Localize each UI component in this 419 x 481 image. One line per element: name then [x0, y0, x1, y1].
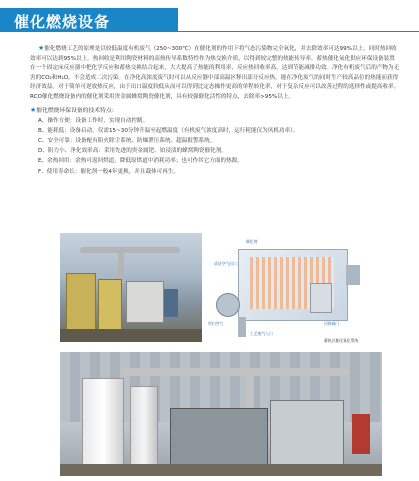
- photo-pipe: [120, 368, 350, 376]
- features-heading: [30, 105, 400, 116]
- diagram-label-catalyst: 催化剂: [246, 239, 258, 244]
- fan-icon: [216, 293, 240, 317]
- photo-floor: [60, 464, 382, 476]
- equipment-photo-factory: [60, 352, 382, 476]
- photo-red-cabinet: [352, 414, 370, 454]
- photo-tower: [130, 386, 158, 472]
- photo-combustion-unit: [170, 408, 268, 466]
- photo-filter-unit: [66, 273, 96, 333]
- diagram-label-clean-gas: 清洁空气出口: [214, 261, 237, 266]
- photo-control-cabinet: [164, 289, 178, 317]
- photo-adsorption-unit: [270, 400, 344, 466]
- intro-paragraph: [30, 44, 400, 103]
- content: [30, 44, 400, 177]
- feature-item: F、使用寿命长：催化剂一般4年更换，并且载体可再生。: [38, 168, 180, 175]
- feature-item: B、能耗低：设备启动，仅需15~30分钟升温至起燃温度（有机废气浓度高时，运行耗能仅为风机功率）。: [38, 127, 299, 134]
- header: [0, 0, 419, 36]
- title-underline: [178, 31, 419, 32]
- photo-sky: [60, 233, 202, 278]
- photo-ground: [60, 329, 202, 342]
- feature-item: D、阻力小、净化效率高：采用先进的贵金属钯、铂浸渍的蜂窝陶瓷催化剂。: [38, 148, 227, 155]
- diagram-label-inlet: 工艺废气入口: [250, 331, 273, 336]
- photo-pipe: [246, 372, 254, 412]
- diagram-valve: [310, 283, 332, 313]
- photo-combustion-unit: [126, 281, 164, 323]
- title-block: [0, 8, 178, 32]
- feature-item: E、余热回用：余热可返回烘道，降低原烘道中消耗功率；也可作其它方面的热源。: [38, 158, 243, 165]
- photo-filter-unit: [98, 279, 122, 333]
- equipment-photo-outdoor: [60, 233, 202, 342]
- intro-text: 催化燃烧工艺的原理是以较低温度有机废气（250~300℃）在催化剂的作用下将气态污染物完全氧化，并去除效率可达99%以上，同时热回收效率可以达到95%以上。热回收是利用陶瓷材料的高热传导系数特性作为热交换介质，以得到较完整的热能传导率。蓄热催化氧化供应环保设备装置在一个固定床反应器中把化学反应和蓄热交换结合起来，大大提高了热能的利用率，反应热回收率高，达到节能减排功效。净化有机废气后的产物为无害的CO₂和H₂O，不会造成二次污染。在净化高浓度废气时可以从反应器中部高温区释出部分反应热，能在净化废气的同时生产较高品位的热能而获得经济效益。对于简单可逆放热反应，由于出口温度较低从而可以得到比定态操作更高的单程转化率，对于复杂反应可以改善过程的选择性或提高收率。RCO催化燃烧设备内的催化剂采用贵金属蜂窝陶瓷催化剂，具有较强催化活性的特点，去除率>95%以上。: [30, 46, 400, 100]
- feature-item: A、操作方便：设备工作时，实现自动控制。: [38, 117, 149, 124]
- diagram-inlet-duct: [238, 317, 246, 337]
- diagram-label-valve: 切换阀门: [324, 321, 340, 326]
- photo-pipe: [80, 247, 180, 253]
- diagram-label-blower: 吹扫空气: [208, 321, 224, 326]
- diagram-caption: 蓄热式催化氧化系统: [324, 338, 359, 343]
- photo-tower: [82, 378, 124, 472]
- feature-item: C、安全可靠：设备配有阻火除尘系统、防爆泄压系统、超温报警系统。: [38, 137, 216, 144]
- page-title: 催化燃烧设备: [14, 13, 111, 31]
- diagram-outlet-stack: [346, 265, 360, 285]
- star-icon: ★: [38, 44, 45, 52]
- features-title: 催化燃烧环保设备的技术特点：: [36, 107, 118, 114]
- system-diagram: [206, 235, 382, 347]
- star-icon: ★: [30, 105, 37, 114]
